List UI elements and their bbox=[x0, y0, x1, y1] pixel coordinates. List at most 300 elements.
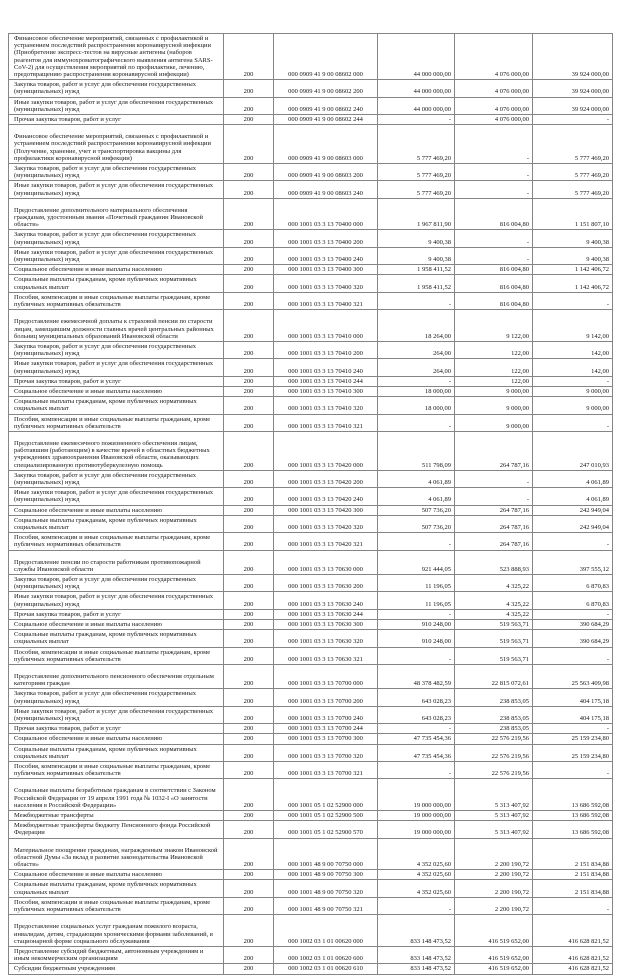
executed-cell: 238 853,05 bbox=[455, 689, 533, 706]
executed-cell: 2 200 190,72 bbox=[455, 880, 533, 897]
table-row bbox=[9, 838, 613, 870]
kbk-code-cell: 000 1001 03 3 13 70700 320 bbox=[274, 744, 378, 761]
unexecuted-cell: - bbox=[533, 609, 613, 619]
row-name-cell: Закупка товаров, работ и услуг для обеспечения государственных (муниципальных) нужд bbox=[9, 689, 224, 706]
row-name-cell: Межбюджетные трансферты bbox=[9, 811, 224, 821]
executed-cell: 9 122,00 bbox=[455, 310, 533, 342]
row-name-cell: Социальное обеспечение и иные выплаты населению bbox=[9, 870, 224, 880]
kbk-code-cell: 000 1001 05 1 02 52900 000 bbox=[274, 779, 378, 811]
unexecuted-cell: - bbox=[533, 292, 613, 309]
executed-cell: 816 004,80 bbox=[455, 198, 533, 230]
table-row bbox=[9, 609, 613, 619]
row-name-cell: Иные закупки товаров, работ и услуг для обеспечения государственных (муниципальных) нужд bbox=[9, 247, 224, 264]
line-code-cell: 200 bbox=[224, 897, 274, 914]
approved-cell: 1 958 411,52 bbox=[378, 265, 455, 275]
row-name-cell: Социальные выплаты гражданам, кроме публичных нормативных социальных выплат bbox=[9, 880, 224, 897]
approved-cell: 4 061,89 bbox=[378, 470, 455, 487]
row-name-cell: Социальное обеспечение и иные выплаты населению bbox=[9, 734, 224, 744]
approved-cell: 833 148 473,52 bbox=[378, 915, 455, 947]
unexecuted-cell: 5 777 469,20 bbox=[533, 164, 613, 181]
executed-cell: 2 200 190,72 bbox=[455, 897, 533, 914]
kbk-code-cell: 000 1001 48 9 00 70750 300 bbox=[274, 870, 378, 880]
row-name-cell: Социальные выплаты гражданам, кроме публичных нормативных социальных выплат bbox=[9, 630, 224, 647]
line-code-cell: 200 bbox=[224, 247, 274, 264]
table-row bbox=[9, 181, 613, 198]
kbk-code-cell: 000 1001 03 3 13 70420 321 bbox=[274, 533, 378, 550]
executed-cell: 816 004,80 bbox=[455, 292, 533, 309]
line-code-cell: 200 bbox=[224, 533, 274, 550]
approved-cell: 507 736,20 bbox=[378, 515, 455, 532]
row-name-cell: Прочая закупка товаров, работ и услуг bbox=[9, 376, 224, 386]
executed-cell: 5 313 407,92 bbox=[455, 811, 533, 821]
unexecuted-cell: 4 061,89 bbox=[533, 470, 613, 487]
executed-cell: 416 519 652,00 bbox=[455, 915, 533, 947]
approved-cell: 643 028,23 bbox=[378, 689, 455, 706]
line-code-cell: 200 bbox=[224, 265, 274, 275]
line-code-cell: 200 bbox=[224, 386, 274, 396]
approved-cell: 44 000 000,00 bbox=[378, 97, 455, 114]
approved-cell: 643 028,23 bbox=[378, 706, 455, 723]
kbk-code-cell: 000 1001 03 3 13 70700 321 bbox=[274, 762, 378, 779]
line-code-cell: 200 bbox=[224, 665, 274, 689]
kbk-code-cell: 000 1001 03 3 13 70420 200 bbox=[274, 470, 378, 487]
row-name-cell: Иные закупки товаров, работ и услуг для обеспечения государственных (муниципальных) нужд bbox=[9, 488, 224, 505]
approved-cell: 47 735 454,36 bbox=[378, 744, 455, 761]
kbk-code-cell: 000 1001 05 1 02 52900 570 bbox=[274, 821, 378, 838]
kbk-code-cell: 000 1001 03 3 13 70630 321 bbox=[274, 647, 378, 664]
table-row bbox=[9, 265, 613, 275]
table-row bbox=[9, 592, 613, 609]
kbk-code-cell: 000 1002 03 1 01 00620 610 bbox=[274, 964, 378, 974]
executed-cell: 519 563,71 bbox=[455, 620, 533, 630]
unexecuted-cell: 25 159 234,80 bbox=[533, 744, 613, 761]
kbk-code-cell: 000 0909 41 9 00 08603 240 bbox=[274, 181, 378, 198]
row-name-cell: Предоставление социальных услуг гражданам пожилого возраста, инвалидам, детям, страдающим хроническими формами заболеваний, в стационарной форме социального обслуживания bbox=[9, 915, 224, 947]
executed-cell: 519 563,71 bbox=[455, 647, 533, 664]
table-row bbox=[9, 115, 613, 125]
row-name-cell: Социальное обеспечение и иные выплаты населению bbox=[9, 505, 224, 515]
unexecuted-cell: 142,00 bbox=[533, 341, 613, 358]
executed-cell: 22 576 219,56 bbox=[455, 762, 533, 779]
line-code-cell: 200 bbox=[224, 125, 274, 164]
line-code-cell: 200 bbox=[224, 880, 274, 897]
line-code-cell: 200 bbox=[224, 505, 274, 515]
approved-cell: - bbox=[378, 115, 455, 125]
kbk-code-cell: 000 1001 03 3 13 70410 240 bbox=[274, 359, 378, 376]
approved-cell: 19 000 000,00 bbox=[378, 779, 455, 811]
row-name-cell: Пособия, компенсации и иные социальные выплаты гражданам, кроме публичных нормативных обязательств bbox=[9, 647, 224, 664]
executed-cell: - bbox=[455, 470, 533, 487]
row-name-cell: Социальные выплаты гражданам, кроме публичных нормативных социальных выплат bbox=[9, 515, 224, 532]
kbk-code-cell: 000 1001 48 9 00 70750 000 bbox=[274, 838, 378, 870]
budget-execution-table bbox=[8, 33, 613, 975]
table-row bbox=[9, 488, 613, 505]
approved-cell: 1 958 411,52 bbox=[378, 275, 455, 292]
unexecuted-cell: 25 159 234,80 bbox=[533, 734, 613, 744]
table-row bbox=[9, 689, 613, 706]
unexecuted-cell: 13 686 592,08 bbox=[533, 811, 613, 821]
table-row bbox=[9, 734, 613, 744]
row-name-cell: Социальные выплаты гражданам, кроме публичных нормативных социальных выплат bbox=[9, 397, 224, 414]
unexecuted-cell: - bbox=[533, 115, 613, 125]
unexecuted-cell: 1 151 807,10 bbox=[533, 198, 613, 230]
unexecuted-cell: - bbox=[533, 533, 613, 550]
unexecuted-cell: 9 400,38 bbox=[533, 247, 613, 264]
approved-cell: 264,00 bbox=[378, 341, 455, 358]
line-code-cell: 200 bbox=[224, 341, 274, 358]
executed-cell: 2 200 190,72 bbox=[455, 870, 533, 880]
approved-cell: 833 148 473,52 bbox=[378, 946, 455, 963]
approved-cell: 910 248,00 bbox=[378, 620, 455, 630]
approved-cell: - bbox=[378, 724, 455, 734]
executed-cell: 9 000,00 bbox=[455, 397, 533, 414]
table-row bbox=[9, 125, 613, 164]
unexecuted-cell: 9 400,38 bbox=[533, 230, 613, 247]
approved-cell: - bbox=[378, 414, 455, 431]
executed-cell: 264 787,16 bbox=[455, 533, 533, 550]
line-code-cell: 200 bbox=[224, 734, 274, 744]
line-code-cell: 200 bbox=[224, 397, 274, 414]
kbk-code-cell: 000 0909 41 9 00 08602 200 bbox=[274, 80, 378, 97]
line-code-cell: 200 bbox=[224, 630, 274, 647]
table-row bbox=[9, 359, 613, 376]
approved-cell: 9 400,38 bbox=[378, 247, 455, 264]
approved-cell: 4 061,89 bbox=[378, 488, 455, 505]
row-name-cell: Предоставление дополнительного материального обеспечения гражданам, удостоенным звания «Почетный гражданин Ивановской области» bbox=[9, 198, 224, 230]
kbk-code-cell: 000 1001 03 3 13 70630 320 bbox=[274, 630, 378, 647]
unexecuted-cell: 39 924 000,00 bbox=[533, 80, 613, 97]
kbk-code-cell: 000 1001 03 3 13 70700 240 bbox=[274, 706, 378, 723]
executed-cell: 122,00 bbox=[455, 341, 533, 358]
row-name-cell: Предоставление субсидий бюджетным, автономным учреждениям и иным некоммерческим организациям bbox=[9, 946, 224, 963]
executed-cell: 122,00 bbox=[455, 359, 533, 376]
executed-cell: 122,00 bbox=[455, 376, 533, 386]
table-row bbox=[9, 414, 613, 431]
unexecuted-cell: 390 684,29 bbox=[533, 630, 613, 647]
line-code-cell: 200 bbox=[224, 689, 274, 706]
approved-cell: 9 400,38 bbox=[378, 230, 455, 247]
unexecuted-cell: 142,00 bbox=[533, 359, 613, 376]
table-row bbox=[9, 724, 613, 734]
approved-cell: 4 352 025,60 bbox=[378, 838, 455, 870]
kbk-code-cell: 000 1001 03 3 13 70630 300 bbox=[274, 620, 378, 630]
table-row bbox=[9, 470, 613, 487]
executed-cell: 264 787,16 bbox=[455, 505, 533, 515]
line-code-cell: 200 bbox=[224, 275, 274, 292]
approved-cell: 19 000 000,00 bbox=[378, 811, 455, 821]
line-code-cell: 200 bbox=[224, 870, 274, 880]
approved-cell: 47 735 454,36 bbox=[378, 734, 455, 744]
unexecuted-cell: - bbox=[533, 897, 613, 914]
row-name-cell: Предоставление дополнительного пенсионного обеспечения отдельным категориям граждан bbox=[9, 665, 224, 689]
unexecuted-cell: - bbox=[533, 414, 613, 431]
approved-cell: 5 777 469,20 bbox=[378, 125, 455, 164]
row-name-cell: Материальное поощрение гражданам, награжденным знаком Ивановской областной Думы «За вклад в развитие законодательства Ивановской области» bbox=[9, 838, 224, 870]
kbk-code-cell: 000 1001 03 3 13 70410 321 bbox=[274, 414, 378, 431]
unexecuted-cell: 9 000,00 bbox=[533, 397, 613, 414]
unexecuted-cell: 416 628 821,52 bbox=[533, 946, 613, 963]
executed-cell: 816 004,80 bbox=[455, 265, 533, 275]
line-code-cell: 200 bbox=[224, 376, 274, 386]
line-code-cell: 200 bbox=[224, 115, 274, 125]
line-code-cell: 200 bbox=[224, 609, 274, 619]
row-name-cell: Иные закупки товаров, работ и услуг для обеспечения государственных (муниципальных) нужд bbox=[9, 592, 224, 609]
line-code-cell: 200 bbox=[224, 821, 274, 838]
table-row bbox=[9, 620, 613, 630]
kbk-code-cell: 000 1001 48 9 00 70750 321 bbox=[274, 897, 378, 914]
approved-cell: - bbox=[378, 762, 455, 779]
line-code-cell: 200 bbox=[224, 620, 274, 630]
row-name-cell: Закупка товаров, работ и услуг для обеспечения государственных (муниципальных) нужд bbox=[9, 574, 224, 591]
approved-cell: 1 967 811,90 bbox=[378, 198, 455, 230]
executed-cell: 4 076 000,00 bbox=[455, 34, 533, 80]
executed-cell: 2 200 190,72 bbox=[455, 838, 533, 870]
table-row bbox=[9, 880, 613, 897]
table-body bbox=[9, 34, 613, 975]
row-name-cell: Финансовое обеспечение мероприятий, связанных с профилактикой и устранением последствий распространения коронавирусной инфекции (Получение, хранение, учет и транспортировка вакцины для профилактики коронавирусной инфекции) bbox=[9, 125, 224, 164]
line-code-cell: 200 bbox=[224, 470, 274, 487]
approved-cell: 5 777 469,20 bbox=[378, 164, 455, 181]
row-name-cell: Закупка товаров, работ и услуг для обеспечения государственных (муниципальных) нужд bbox=[9, 164, 224, 181]
row-name-cell: Предоставление ежемесячной доплаты к страховой пенсии по старости лицам, замещавшим должности главных врачей центральных районных больниц муниципальных образований Ивановской области bbox=[9, 310, 224, 342]
kbk-code-cell: 000 1001 03 3 13 70700 200 bbox=[274, 689, 378, 706]
approved-cell: 4 352 025,60 bbox=[378, 880, 455, 897]
unexecuted-cell: 416 628 821,52 bbox=[533, 964, 613, 974]
table-row bbox=[9, 431, 613, 470]
executed-cell: 5 313 407,92 bbox=[455, 821, 533, 838]
kbk-code-cell: 000 1001 03 3 13 70400 320 bbox=[274, 275, 378, 292]
table-row bbox=[9, 915, 613, 947]
line-code-cell: 200 bbox=[224, 230, 274, 247]
line-code-cell: 200 bbox=[224, 946, 274, 963]
executed-cell: 519 563,71 bbox=[455, 630, 533, 647]
executed-cell: 4 076 000,00 bbox=[455, 80, 533, 97]
row-name-cell: Межбюджетные трансферты бюджету Пенсионного фонда Российской Федерации bbox=[9, 821, 224, 838]
kbk-code-cell: 000 1001 03 3 13 70420 300 bbox=[274, 505, 378, 515]
line-code-cell: 200 bbox=[224, 915, 274, 947]
kbk-code-cell: 000 1001 03 3 13 70400 321 bbox=[274, 292, 378, 309]
table-row bbox=[9, 386, 613, 396]
row-name-cell: Социальное обеспечение и иные выплаты населению bbox=[9, 620, 224, 630]
executed-cell: 4 325,22 bbox=[455, 574, 533, 591]
row-name-cell: Пособия, компенсации и иные социальные выплаты гражданам, кроме публичных нормативных обязательств bbox=[9, 897, 224, 914]
line-code-cell: 200 bbox=[224, 647, 274, 664]
executed-cell: 9 000,00 bbox=[455, 386, 533, 396]
unexecuted-cell: 416 628 821,52 bbox=[533, 915, 613, 947]
row-name-cell: Субсидии бюджетным учреждениям bbox=[9, 964, 224, 974]
kbk-code-cell: 000 1001 03 3 13 70410 000 bbox=[274, 310, 378, 342]
table-row bbox=[9, 230, 613, 247]
executed-cell: 9 000,00 bbox=[455, 414, 533, 431]
unexecuted-cell: - bbox=[533, 376, 613, 386]
kbk-code-cell: 000 0909 41 9 00 08602 240 bbox=[274, 97, 378, 114]
table-row bbox=[9, 665, 613, 689]
row-name-cell: Прочая закупка товаров, работ и услуг bbox=[9, 115, 224, 125]
row-name-cell: Прочая закупка товаров, работ и услуг bbox=[9, 609, 224, 619]
unexecuted-cell: 6 870,83 bbox=[533, 592, 613, 609]
table-row bbox=[9, 744, 613, 761]
unexecuted-cell: 9 142,00 bbox=[533, 310, 613, 342]
kbk-code-cell: 000 1001 03 3 13 70700 000 bbox=[274, 665, 378, 689]
executed-cell: 416 519 652,00 bbox=[455, 946, 533, 963]
executed-cell: 816 004,80 bbox=[455, 275, 533, 292]
kbk-code-cell: 000 0909 41 9 00 08602 244 bbox=[274, 115, 378, 125]
approved-cell: 833 148 473,52 bbox=[378, 964, 455, 974]
row-name-cell: Пособия, компенсации и иные социальные выплаты гражданам, кроме публичных нормативных обязательств bbox=[9, 762, 224, 779]
executed-cell: 4 325,22 bbox=[455, 592, 533, 609]
kbk-code-cell: 000 1001 03 3 13 70630 244 bbox=[274, 609, 378, 619]
row-name-cell: Пособия, компенсации и иные социальные выплаты гражданам, кроме публичных нормативных обязательств bbox=[9, 292, 224, 309]
table-row bbox=[9, 821, 613, 838]
table-row bbox=[9, 964, 613, 974]
line-code-cell: 200 bbox=[224, 779, 274, 811]
executed-cell: 238 853,05 bbox=[455, 706, 533, 723]
row-name-cell: Закупка товаров, работ и услуг для обеспечения государственных (муниципальных) нужд bbox=[9, 341, 224, 358]
line-code-cell: 200 bbox=[224, 359, 274, 376]
executed-cell: 22 576 219,56 bbox=[455, 734, 533, 744]
row-name-cell: Закупка товаров, работ и услуг для обеспечения государственных (муниципальных) нужд bbox=[9, 470, 224, 487]
table-row bbox=[9, 706, 613, 723]
unexecuted-cell: 5 777 469,20 bbox=[533, 125, 613, 164]
executed-cell: 22 576 219,56 bbox=[455, 744, 533, 761]
executed-cell: 4 325,22 bbox=[455, 609, 533, 619]
row-name-cell: Пособия, компенсации и иные социальные выплаты гражданам, кроме публичных нормативных обязательств bbox=[9, 533, 224, 550]
unexecuted-cell: 404 175,18 bbox=[533, 706, 613, 723]
executed-cell: 523 888,93 bbox=[455, 550, 533, 574]
executed-cell: - bbox=[455, 125, 533, 164]
line-code-cell: 200 bbox=[224, 198, 274, 230]
approved-cell: 11 196,05 bbox=[378, 592, 455, 609]
kbk-code-cell: 000 1001 03 3 13 70700 244 bbox=[274, 724, 378, 734]
approved-cell: - bbox=[378, 609, 455, 619]
approved-cell: - bbox=[378, 897, 455, 914]
approved-cell: 44 000 000,00 bbox=[378, 34, 455, 80]
unexecuted-cell: 2 151 834,88 bbox=[533, 870, 613, 880]
table-row bbox=[9, 550, 613, 574]
executed-cell: 4 076 000,00 bbox=[455, 115, 533, 125]
table-row bbox=[9, 505, 613, 515]
row-name-cell: Иные закупки товаров, работ и услуг для обеспечения государственных (муниципальных) нужд bbox=[9, 706, 224, 723]
approved-cell: - bbox=[378, 647, 455, 664]
kbk-code-cell: 000 1001 03 3 13 70410 244 bbox=[274, 376, 378, 386]
kbk-code-cell: 000 1001 03 3 13 70420 320 bbox=[274, 515, 378, 532]
row-name-cell: Закупка товаров, работ и услуг для обеспечения государственных (муниципальных) нужд bbox=[9, 80, 224, 97]
kbk-code-cell: 000 0909 41 9 00 08603 200 bbox=[274, 164, 378, 181]
kbk-code-cell: 000 1001 03 3 13 70700 300 bbox=[274, 734, 378, 744]
unexecuted-cell: 13 686 592,08 bbox=[533, 779, 613, 811]
kbk-code-cell: 000 1001 03 3 13 70400 200 bbox=[274, 230, 378, 247]
approved-cell: 5 777 469,20 bbox=[378, 181, 455, 198]
executed-cell: - bbox=[455, 181, 533, 198]
row-name-cell: Финансовое обеспечение мероприятий, связанных с профилактикой и устранением последствий распространения коронавирусной инфекции (Приобретение экспресс-тестов на вирусные антигены (наборов реагентов для иммунохроматографического выявления антигена SARS-CoV-2) для осуществления мероприятий по профилактике, лечению, предотвращению распространения коронавирусной инфекции) bbox=[9, 34, 224, 80]
line-code-cell: 200 bbox=[224, 762, 274, 779]
kbk-code-cell: 000 1001 03 3 13 70410 300 bbox=[274, 386, 378, 396]
row-name-cell: Иные закупки товаров, работ и услуг для обеспечения государственных (муниципальных) нужд bbox=[9, 97, 224, 114]
kbk-code-cell: 000 1001 03 3 13 70410 200 bbox=[274, 341, 378, 358]
kbk-code-cell: 000 1001 03 3 13 70400 300 bbox=[274, 265, 378, 275]
executed-cell: 264 787,16 bbox=[455, 515, 533, 532]
approved-cell: 921 444,05 bbox=[378, 550, 455, 574]
row-name-cell: Прочая закупка товаров, работ и услуг bbox=[9, 724, 224, 734]
kbk-code-cell: 000 1001 48 9 00 70750 320 bbox=[274, 880, 378, 897]
kbk-code-cell: 000 1002 03 1 01 00620 600 bbox=[274, 946, 378, 963]
line-code-cell: 200 bbox=[224, 964, 274, 974]
unexecuted-cell: 1 142 406,72 bbox=[533, 265, 613, 275]
line-code-cell: 200 bbox=[224, 414, 274, 431]
table-row bbox=[9, 762, 613, 779]
table-row bbox=[9, 630, 613, 647]
table-row bbox=[9, 811, 613, 821]
table-row bbox=[9, 533, 613, 550]
table-row bbox=[9, 870, 613, 880]
table-row bbox=[9, 647, 613, 664]
line-code-cell: 200 bbox=[224, 488, 274, 505]
unexecuted-cell: 390 684,29 bbox=[533, 620, 613, 630]
row-name-cell: Иные закупки товаров, работ и услуг для обеспечения государственных (муниципальных) нужд bbox=[9, 359, 224, 376]
unexecuted-cell: 2 151 834,88 bbox=[533, 880, 613, 897]
line-code-cell: 200 bbox=[224, 80, 274, 97]
line-code-cell: 200 bbox=[224, 310, 274, 342]
approved-cell: 11 196,05 bbox=[378, 574, 455, 591]
approved-cell: 511 798,09 bbox=[378, 431, 455, 470]
table-row bbox=[9, 247, 613, 264]
unexecuted-cell: 6 870,83 bbox=[533, 574, 613, 591]
unexecuted-cell: 397 555,12 bbox=[533, 550, 613, 574]
line-code-cell: 200 bbox=[224, 838, 274, 870]
approved-cell: 18 000,00 bbox=[378, 397, 455, 414]
unexecuted-cell: 404 175,18 bbox=[533, 689, 613, 706]
row-name-cell: Пособия, компенсации и иные социальные выплаты гражданам, кроме публичных нормативных обязательств bbox=[9, 414, 224, 431]
executed-cell: 22 815 072,61 bbox=[455, 665, 533, 689]
kbk-code-cell: 000 1001 03 3 13 70630 200 bbox=[274, 574, 378, 591]
unexecuted-cell: 13 686 592,08 bbox=[533, 821, 613, 838]
unexecuted-cell: 5 777 469,20 bbox=[533, 181, 613, 198]
unexecuted-cell: 2 151 834,88 bbox=[533, 838, 613, 870]
approved-cell: 18 264,00 bbox=[378, 310, 455, 342]
table-row bbox=[9, 164, 613, 181]
approved-cell: 48 378 482,59 bbox=[378, 665, 455, 689]
executed-cell: 264 787,16 bbox=[455, 431, 533, 470]
unexecuted-cell: - bbox=[533, 724, 613, 734]
approved-cell: 44 000 000,00 bbox=[378, 80, 455, 97]
unexecuted-cell: 39 924 000,00 bbox=[533, 97, 613, 114]
table-row bbox=[9, 515, 613, 532]
table-row bbox=[9, 897, 613, 914]
row-name-cell: Закупка товаров, работ и услуг для обеспечения государственных (муниципальных) нужд bbox=[9, 230, 224, 247]
table-row bbox=[9, 779, 613, 811]
executed-cell: 5 313 407,92 bbox=[455, 779, 533, 811]
approved-cell: - bbox=[378, 376, 455, 386]
table-row bbox=[9, 397, 613, 414]
table-row bbox=[9, 376, 613, 386]
table-row bbox=[9, 574, 613, 591]
table-row bbox=[9, 80, 613, 97]
line-code-cell: 200 bbox=[224, 592, 274, 609]
row-name-cell: Социальное обеспечение и иные выплаты населению bbox=[9, 265, 224, 275]
kbk-code-cell: 000 0909 41 9 00 08603 000 bbox=[274, 125, 378, 164]
row-name-cell: Предоставление ежемесячного пожизненного обеспечения лицам, работавшим (работающим) в качестве врачей в областных бюджетных учреждениях здравоохранения Ивановской области, оказывающих специализированную противотуберкулезную помощь bbox=[9, 431, 224, 470]
approved-cell: 4 352 025,60 bbox=[378, 870, 455, 880]
approved-cell: - bbox=[378, 292, 455, 309]
table-row bbox=[9, 275, 613, 292]
table-row bbox=[9, 341, 613, 358]
line-code-cell: 200 bbox=[224, 744, 274, 761]
unexecuted-cell: 1 142 406,72 bbox=[533, 275, 613, 292]
approved-cell: 507 736,20 bbox=[378, 505, 455, 515]
kbk-code-cell: 000 1001 05 1 02 52900 500 bbox=[274, 811, 378, 821]
row-name-cell: Социальные выплаты безработным гражданам в соответствии с Законом Российской Федерации от 19 апреля 1991 года № 1032-I «О занятости населения в Российской Федерации» bbox=[9, 779, 224, 811]
approved-cell: 264,00 bbox=[378, 359, 455, 376]
